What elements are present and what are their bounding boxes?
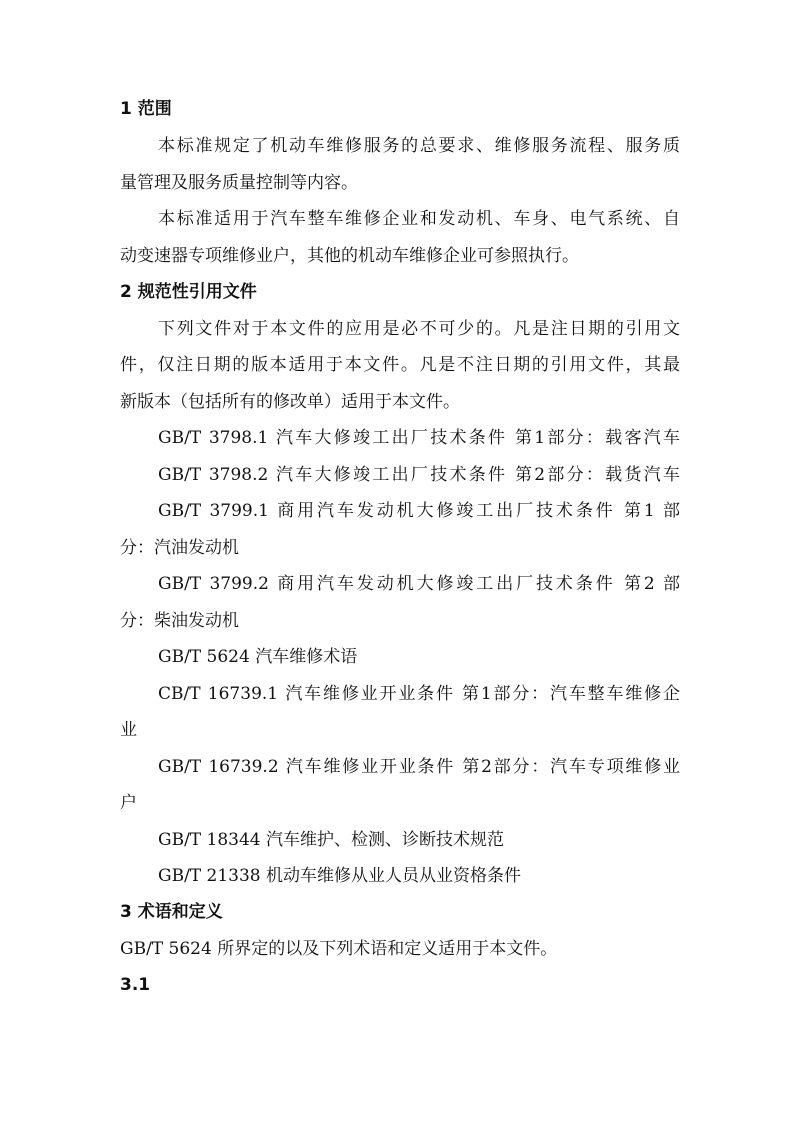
reference-item: GB/T 18344 汽车维护、检测、诊断技术规范 <box>158 830 505 850</box>
reference-item: GB/T 5624 汽车维修术语 <box>158 647 358 667</box>
references-intro-line-1: 下列文件对于本文件的应用是必不可少的。凡是注日期的引用文 <box>158 319 680 339</box>
section-2-heading: 2 规范性引用文件 <box>120 282 257 302</box>
reference-item: GB/T 3798.2 汽车大修竣工出厂技术条件 第2部分：载货汽车 <box>158 465 680 485</box>
reference-item-continuation: 分：柴油发动机 <box>120 611 239 631</box>
reference-item: GB/T 3798.1 汽车大修竣工出厂技术条件 第1部分：载客汽车 <box>158 428 680 448</box>
scope-paragraph-2-line-2: 动变速器专项维修业户，其他的机动车维修企业可参照执行。 <box>120 246 579 266</box>
scope-paragraph-2-line-1: 本标准适用于汽车整车维修企业和发动机、车身、电气系统、自 <box>158 209 680 229</box>
reference-item-continuation: 业 <box>120 720 137 740</box>
scope-paragraph-1-line-1: 本标准规定了机动车维修服务的总要求、维修服务流程、服务质 <box>158 136 680 156</box>
reference-item: GB/T 3799.1 商用汽车发动机大修竣工出厂技术条件 第1 部 <box>158 501 680 521</box>
section-3-heading: 3 术语和定义 <box>120 902 223 922</box>
scope-paragraph-1-line-2: 量管理及服务质量控制等内容。 <box>120 173 358 193</box>
references-intro-line-3: 新版本（包括所有的修改单）适用于本文件。 <box>120 392 460 412</box>
reference-item: GB/T 21338 机动车维修从业人员从业资格条件 <box>158 866 522 886</box>
reference-item: CB/T 16739.1 汽车维修业开业条件 第1部分：汽车整车维修企 <box>158 684 680 704</box>
reference-item-continuation: 分：汽油发动机 <box>120 538 239 558</box>
reference-item: GB/T 16739.2 汽车维修业开业条件 第2部分：汽车专项维修业 <box>158 757 680 777</box>
subsection-3-1-heading: 3.1 <box>120 975 151 995</box>
reference-item: GB/T 3799.2 商用汽车发动机大修竣工出厂技术条件 第2 部 <box>158 574 680 594</box>
section-1-heading: 1 范围 <box>120 99 172 119</box>
terms-paragraph: GB/T 5624 所界定的以及下列术语和定义适用于本文件。 <box>120 939 558 959</box>
references-intro-line-2: 件，仅注日期的版本适用于本文件。凡是不注日期的引用文件，其最 <box>120 355 680 375</box>
reference-item-continuation: 户 <box>120 793 137 813</box>
